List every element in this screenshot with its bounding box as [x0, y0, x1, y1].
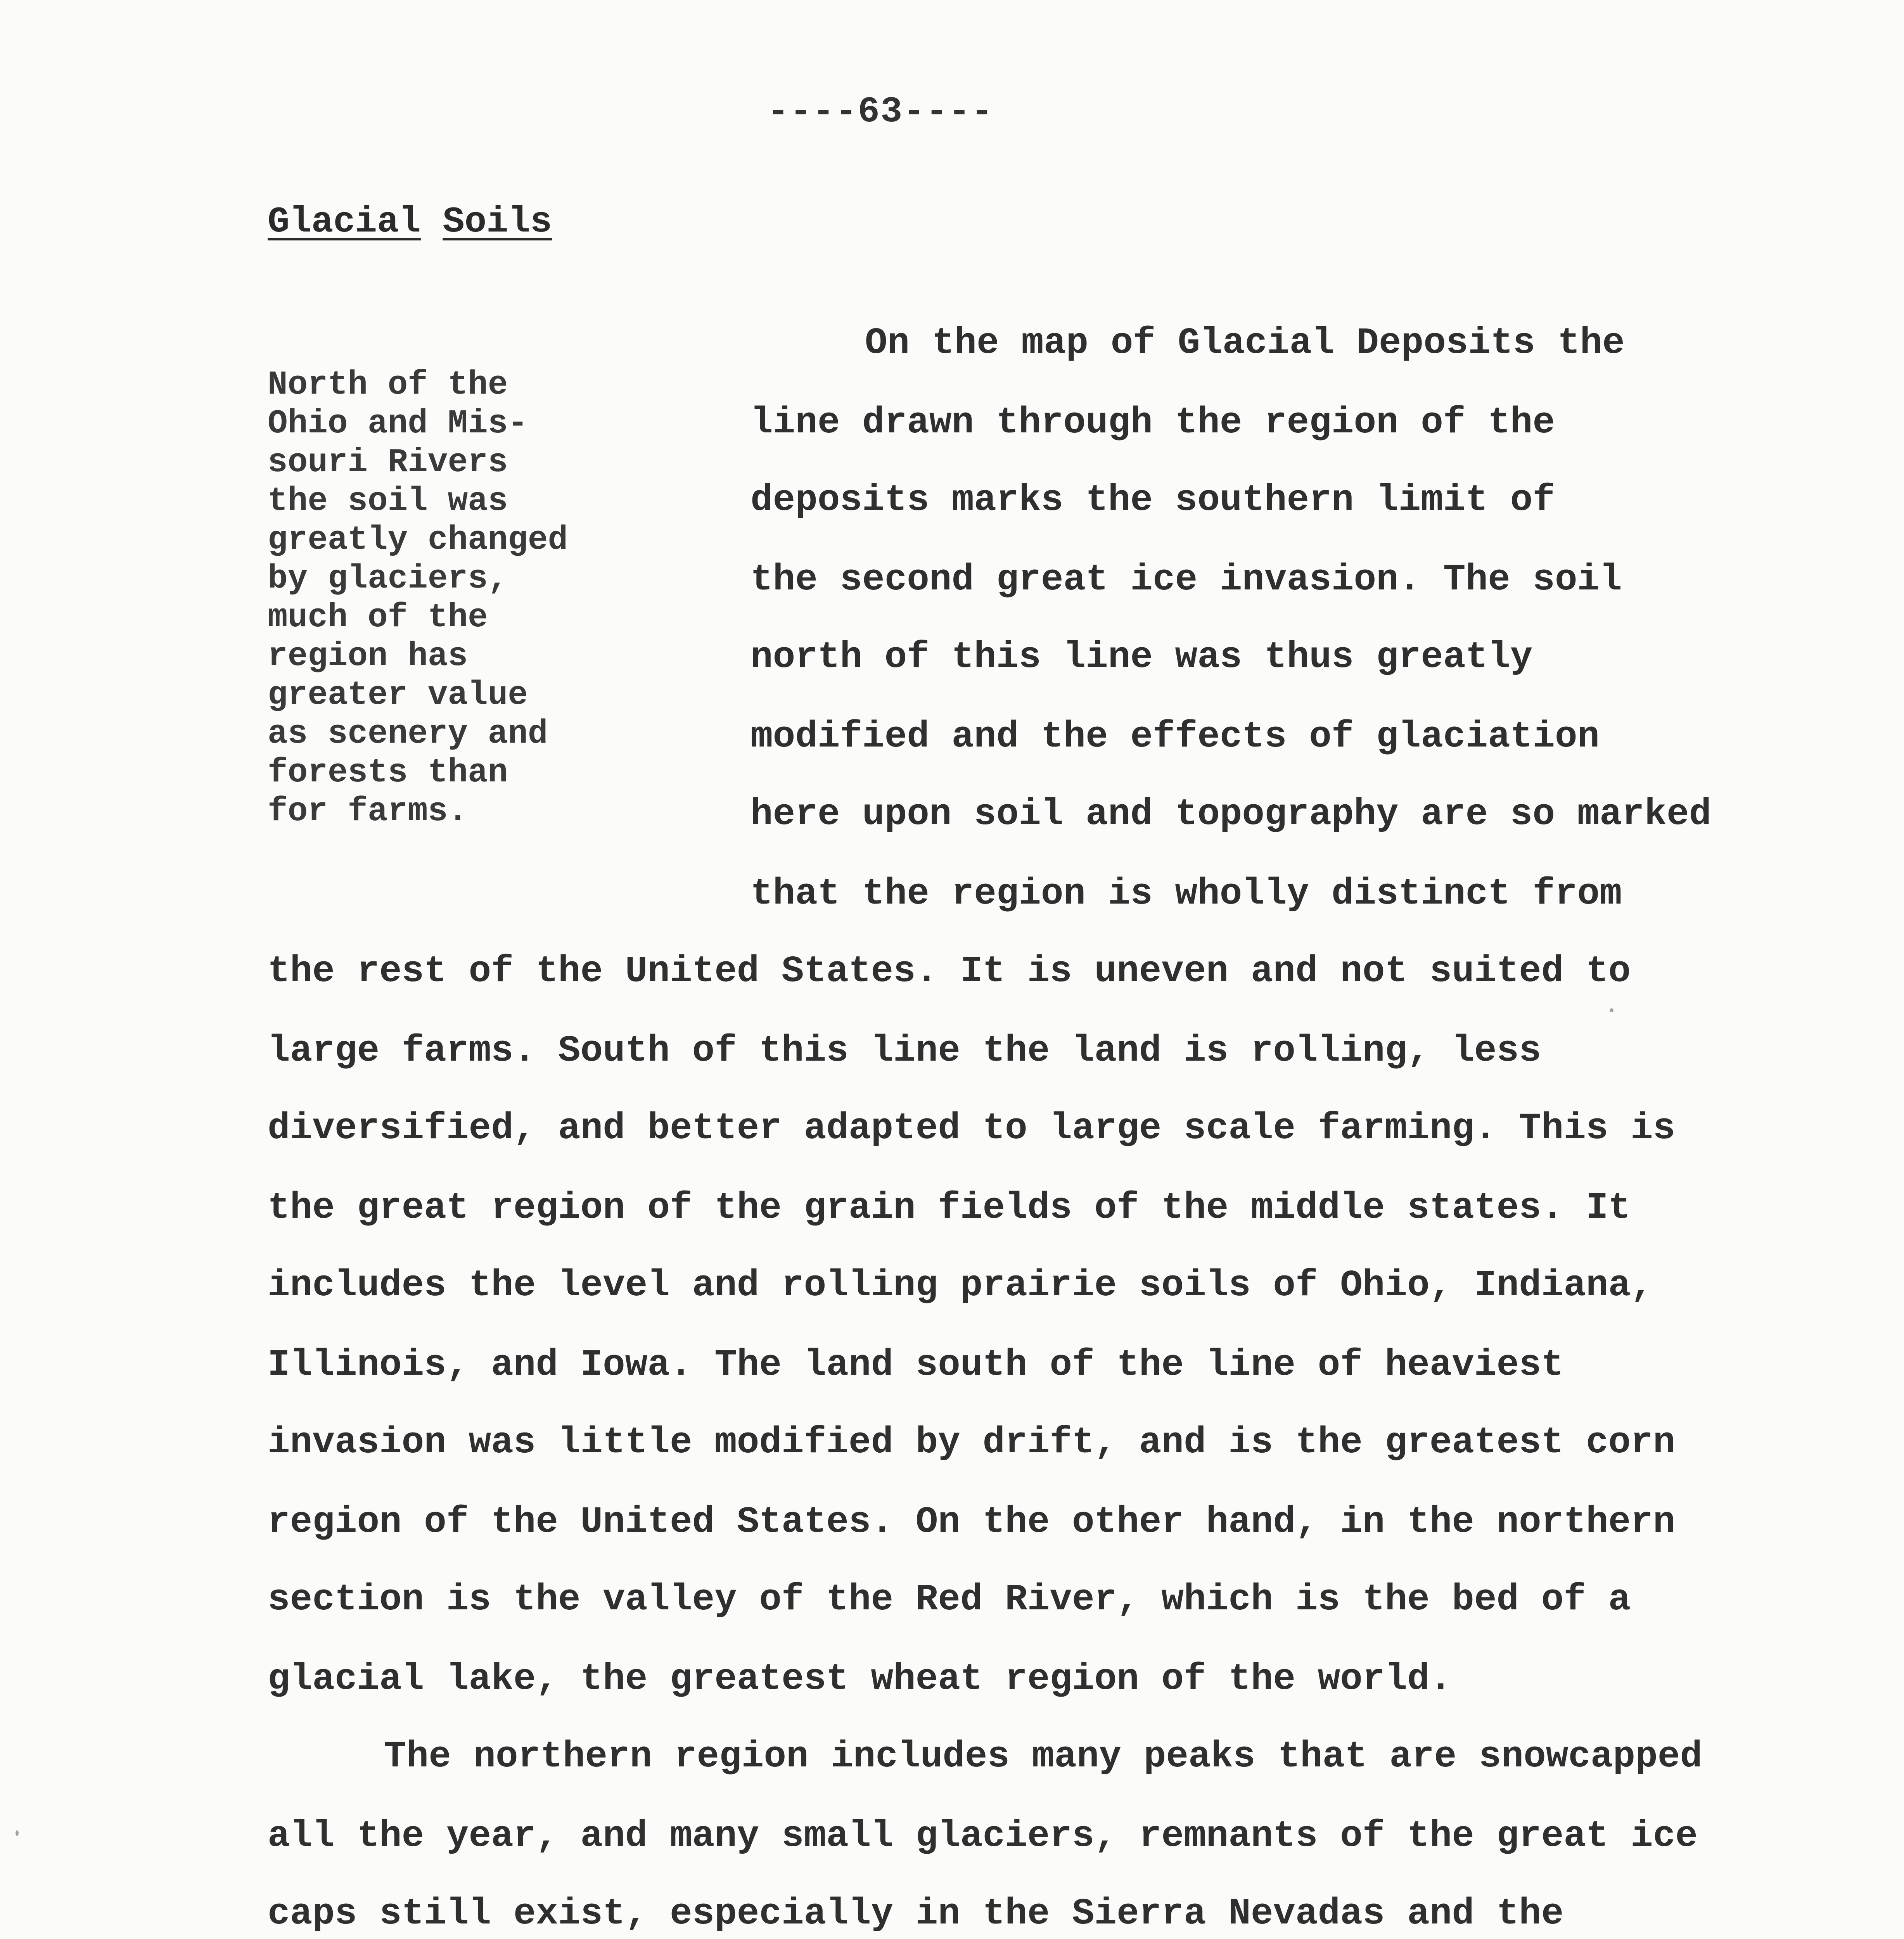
margin-note-line: forests than — [268, 753, 508, 791]
margin-note-line: region has — [268, 637, 468, 675]
body-line: section is the valley of the Red River, which is the bed of a — [268, 1578, 1631, 1621]
body-line: glacial lake, the greatest wheat region of the world. — [268, 1658, 1452, 1700]
margin-note — [268, 365, 568, 831]
margin-note-line: much of the — [268, 598, 488, 636]
margin-note-line: by glaciers, — [268, 560, 508, 598]
margin-note-line: greater value — [268, 676, 528, 714]
body-line: the rest of the United States. It is uneven and not suited to — [268, 950, 1631, 992]
margin-note-line: North of the — [268, 366, 508, 404]
margin-note-line: souri Rivers — [268, 443, 508, 481]
body-line: diversified, and better adapted to large scale farming. This is — [268, 1107, 1676, 1149]
body-line: deposits marks the southern limit of — [751, 479, 1555, 521]
body-line: that the region is wholly distinct from — [751, 873, 1622, 915]
section-heading — [268, 202, 552, 243]
body-line: line drawn through the region of the — [751, 401, 1555, 444]
heading-word-soils: Soils — [443, 202, 552, 243]
scan-speck — [16, 1830, 19, 1836]
body-line: the second great ice invasion. The soil — [751, 558, 1622, 601]
heading-word-glacial: Glacial — [268, 202, 421, 243]
scan-speck — [1610, 1008, 1613, 1012]
body-line: modified and the effects of glaciation — [751, 715, 1600, 758]
body-line: invasion was little modified by drift, and is the greatest corn — [268, 1421, 1676, 1464]
margin-note-line: the soil was — [268, 482, 508, 520]
margin-note-line: greatly changed — [268, 521, 568, 559]
body-line: north of this line was thus greatly — [751, 636, 1533, 678]
body-line: the great region of the grain fields of the middle states. It — [268, 1187, 1631, 1229]
body-line: includes the level and rolling prairie soils of Ohio, Indiana, — [268, 1264, 1653, 1306]
margin-note-line: as scenery and — [268, 715, 548, 753]
page-number: ----63---- — [767, 92, 994, 133]
margin-note-line: for farms. — [268, 792, 468, 830]
body-line: The northern region includes many peaks that are snowcapped — [384, 1735, 1702, 1778]
body-line: here upon soil and topography are so marked — [751, 793, 1712, 835]
body-line: region of the United States. On the other hand, in the northern — [268, 1501, 1676, 1543]
body-line: caps still exist, especially in the Sierra Nevadas and the — [268, 1892, 1564, 1935]
body-line: large farms. South of this line the land is rolling, less — [268, 1030, 1541, 1072]
body-line: Illinois, and Iowa. The land south of the line of heaviest — [268, 1344, 1564, 1386]
margin-note-line: Ohio and Mis- — [268, 404, 528, 442]
body-line: all the year, and many small glaciers, remnants of the great ice — [268, 1815, 1698, 1857]
body-line: On the map of Glacial Deposits the — [865, 322, 1625, 364]
